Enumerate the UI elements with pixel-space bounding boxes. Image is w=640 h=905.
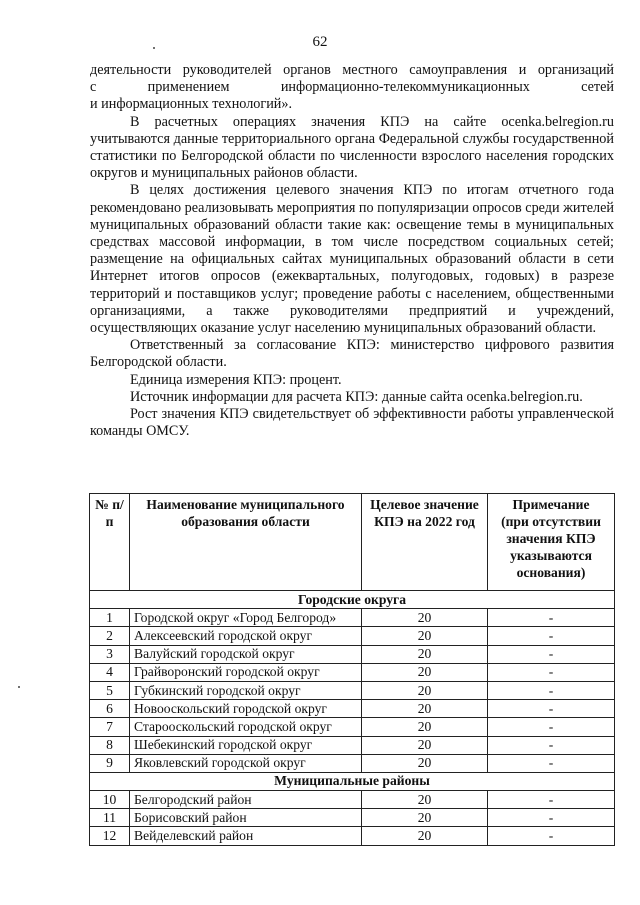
kpi-table-body bbox=[90, 591, 615, 846]
table-row bbox=[90, 663, 615, 681]
paragraph: В расчетных операциях значения КПЭ на сайте ocenka.belregion.ru учитываются данные территориального органа Федеральной службы государственной статистики по Белгородской области по численности взрослого населения городских округов и муниципальных районов области. bbox=[90, 113, 614, 182]
row-note: - bbox=[488, 609, 615, 627]
row-number: 12 bbox=[90, 827, 130, 845]
row-number: 7 bbox=[90, 718, 130, 736]
paragraph-line: деятельности руководителей органов местного самоуправления и организаций bbox=[90, 62, 614, 78]
row-target-value: 20 bbox=[362, 754, 488, 772]
header-note-detail: (при отсутствии значения КПЭ указываются основания) bbox=[501, 514, 601, 580]
row-target-value: 20 bbox=[362, 718, 488, 736]
row-note: - bbox=[488, 663, 615, 681]
page-number: 62 bbox=[312, 34, 328, 50]
row-note: - bbox=[488, 754, 615, 772]
row-number: 11 bbox=[90, 809, 130, 827]
row-target-value: 20 bbox=[362, 809, 488, 827]
header-note bbox=[488, 494, 615, 591]
row-name: Яковлевский городской округ bbox=[130, 754, 362, 772]
row-name: Грайворонский городской округ bbox=[130, 663, 362, 681]
table-section-row bbox=[90, 772, 615, 790]
row-name: Валуйский городской округ bbox=[130, 645, 362, 663]
row-note: - bbox=[488, 645, 615, 663]
paragraph: Источник информации для расчета КПЭ: данные сайта ocenka.belregion.ru. bbox=[130, 388, 583, 405]
row-target-value: 20 bbox=[362, 663, 488, 681]
row-name: Губкинский городской округ bbox=[130, 681, 362, 699]
header-target: Целевое значение КПЭ на 2022 год bbox=[362, 494, 488, 591]
table-row bbox=[90, 827, 615, 845]
section-title: Муниципальные районы bbox=[90, 772, 615, 790]
row-target-value: 20 bbox=[362, 609, 488, 627]
row-name: Алексеевский городской округ bbox=[130, 627, 362, 645]
row-name: Вейделевский район bbox=[130, 827, 362, 845]
row-target-value: 20 bbox=[362, 827, 488, 845]
row-note: - bbox=[488, 627, 615, 645]
paragraph: Рост значения КПЭ свидетельствует об эффективности работы управленческой команды ОМСУ. bbox=[90, 406, 614, 440]
table-row bbox=[90, 736, 615, 754]
table-row bbox=[90, 609, 615, 627]
row-target-value: 20 bbox=[362, 627, 488, 645]
row-name: Борисовский район bbox=[130, 809, 362, 827]
row-note: - bbox=[488, 791, 615, 809]
row-name: Шебекинский городской округ bbox=[130, 736, 362, 754]
table-row bbox=[90, 791, 615, 809]
table-row bbox=[90, 681, 615, 699]
row-number: 3 bbox=[90, 645, 130, 663]
table-row bbox=[90, 645, 615, 663]
row-note: - bbox=[488, 718, 615, 736]
row-number: 2 bbox=[90, 627, 130, 645]
row-note: - bbox=[488, 681, 615, 699]
table-section-row bbox=[90, 591, 615, 609]
section-title: Городские округа bbox=[90, 591, 615, 609]
row-name: Новооскольский городской округ bbox=[130, 700, 362, 718]
row-target-value: 20 bbox=[362, 736, 488, 754]
body-text bbox=[90, 62, 614, 440]
row-number: 9 bbox=[90, 754, 130, 772]
paragraph: и информационных технологий». bbox=[90, 96, 293, 113]
header-name: Наименование муниципального образования области bbox=[130, 494, 362, 591]
kpi-table bbox=[89, 493, 615, 846]
header-note-title: Примечание bbox=[512, 497, 590, 512]
table-row bbox=[90, 700, 615, 718]
row-name: Старооскольский городской округ bbox=[130, 718, 362, 736]
paragraph: В целях достижения целевого значения КПЭ по итогам отчетного года рекомендовано реализовывать мероприятия по популяризации опросов среди жителей муниципальных образований области такие как: освещение темы в муниципальных средствах массовой информации, в том числе посредством социальных сетей; размещение на официальных сайтах муниципальных образований области в сети Интернет итогов опросов (ежеквартальных, полугодовых, годовых) в разрезе территорий и поставщиков услуг; проведение работы с населением, общественными организациями, а также руководителями предприятий и учреждений, осуществляющих оказание услуг населению муниципальных образований области. bbox=[90, 182, 614, 337]
scan-speck bbox=[18, 686, 20, 688]
row-number: 6 bbox=[90, 700, 130, 718]
row-note: - bbox=[488, 827, 615, 845]
table-row bbox=[90, 809, 615, 827]
row-note: - bbox=[488, 700, 615, 718]
row-target-value: 20 bbox=[362, 700, 488, 718]
table-row bbox=[90, 754, 615, 772]
scan-speck bbox=[153, 47, 155, 49]
table-row bbox=[90, 718, 615, 736]
row-target-value: 20 bbox=[362, 791, 488, 809]
row-number: 5 bbox=[90, 681, 130, 699]
row-number: 8 bbox=[90, 736, 130, 754]
header-num: № п/п bbox=[90, 494, 130, 591]
row-number: 4 bbox=[90, 663, 130, 681]
row-number: 1 bbox=[90, 609, 130, 627]
row-note: - bbox=[488, 809, 615, 827]
row-target-value: 20 bbox=[362, 645, 488, 663]
table-header-row bbox=[90, 494, 615, 591]
paragraph: Единица измерения КПЭ: процент. bbox=[130, 371, 342, 388]
row-name: Городской округ «Город Белгород» bbox=[130, 609, 362, 627]
table-row bbox=[90, 627, 615, 645]
row-name: Белгородский район bbox=[130, 791, 362, 809]
row-target-value: 20 bbox=[362, 681, 488, 699]
row-note: - bbox=[488, 736, 615, 754]
row-number: 10 bbox=[90, 791, 130, 809]
paragraph: Ответственный за согласование КПЭ: министерство цифрового развития Белгородской области. bbox=[90, 337, 614, 371]
paragraph-line: с применением информационно-телекоммуникационных сетей bbox=[90, 79, 614, 96]
